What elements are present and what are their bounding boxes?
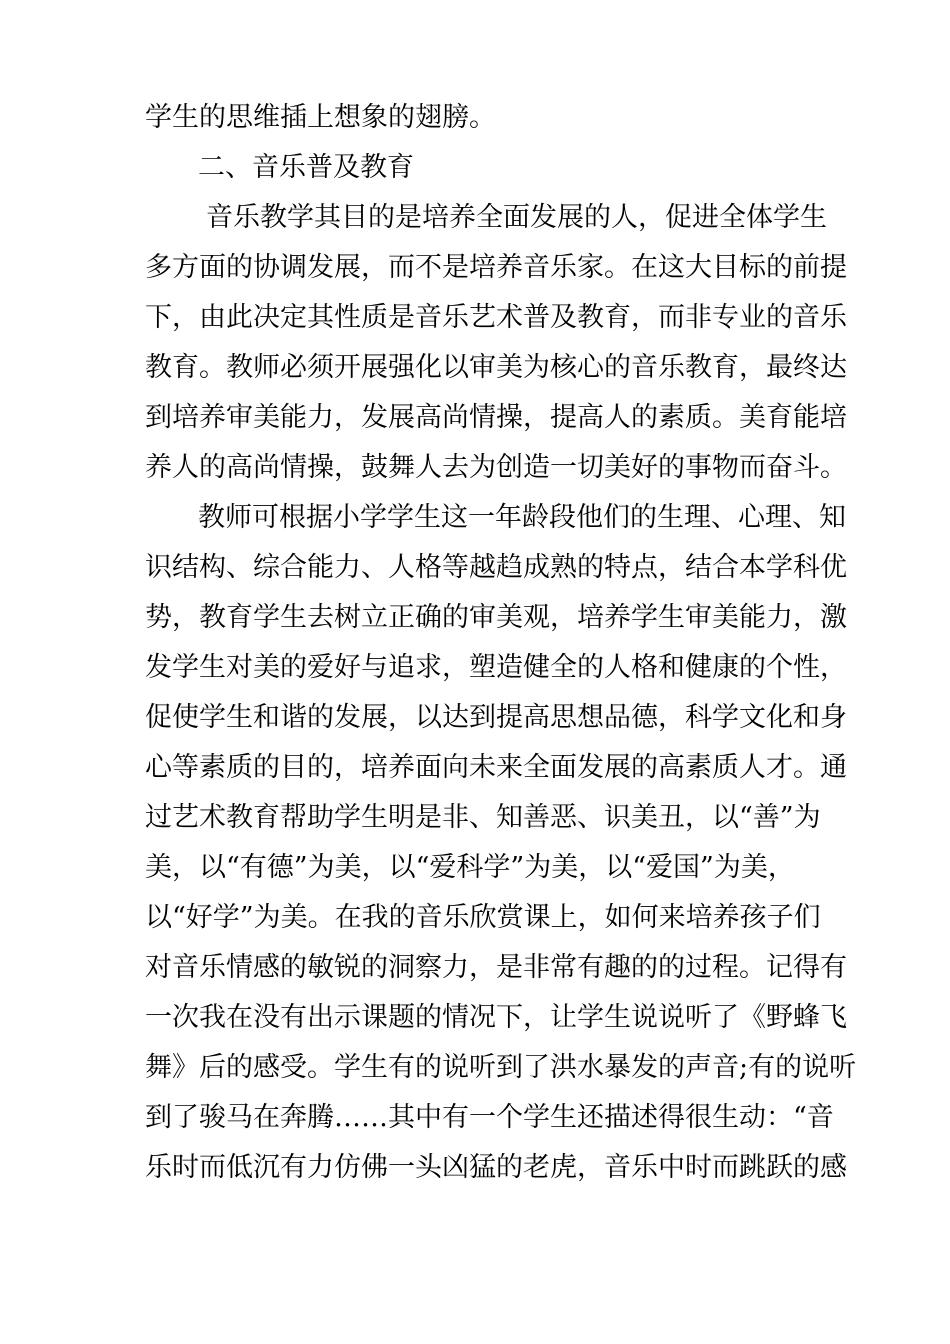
text-line: 到了骏马在奔腾……其中有一个学生还描述得很生动：“音	[145, 1102, 834, 1133]
text-line: 势，教育学生去树立正确的审美观，培养学生审美能力，激	[145, 602, 847, 633]
text-line: 心等素质的目的，培养面向未来全面发展的高素质人才。通	[145, 752, 847, 783]
text-line: 音乐教学其目的是培养全面发展的人，促进全体学生	[206, 202, 827, 233]
text-line: 发学生对美的爱好与追求，塑造健全的人格和健康的个性，	[145, 652, 847, 683]
text-line: 乐时而低沉有力仿佛一头凶猛的老虎，音乐中时而跳跃的感	[145, 1152, 847, 1183]
section-heading: 二、音乐普及教育	[198, 152, 414, 183]
text-line: 对音乐情感的敏锐的洞察力，是非常有趣的的过程。记得有	[145, 952, 847, 983]
text-line: 教育。教师必须开展强化以审美为核心的音乐教育，最终达	[145, 352, 847, 383]
text-line: 美，以“有德”为美，以“爱科学”为美，以“爱国”为美，	[145, 852, 795, 883]
text-line: 识结构、综合能力、人格等越趋成熟的特点，结合本学科优	[145, 552, 847, 583]
text-line: 过艺术教育帮助学生明是非、知善恶、识美丑，以“善”为	[145, 802, 821, 833]
text-line: 到培养审美能力，发展高尚情操，提高人的素质。美育能培	[145, 402, 847, 433]
text-line: 学生的思维插上想象的翅膀。	[145, 102, 496, 133]
text-line: 养人的高尚情操，鼓舞人去为创造一切美好的事物而奋斗。	[145, 452, 847, 483]
text-line: 促使学生和谐的发展，以达到提高思想品德，科学文化和身	[145, 702, 847, 733]
text-line: 以“好学”为美。在我的音乐欣赏课上，如何来培养孩子们	[145, 902, 821, 933]
text-line: 下，由此决定其性质是音乐艺术普及教育，而非专业的音乐	[145, 302, 847, 333]
text-line: 多方面的协调发展，而不是培养音乐家。在这大目标的前提	[145, 252, 847, 283]
text-line: 一次我在没有出示课题的情况下，让学生说说听了《野蜂飞	[145, 1002, 847, 1033]
text-line: 教师可根据小学学生这一年龄段他们的生理、心理、知	[198, 502, 846, 533]
text-line: 舞》后的感受。学生有的说听到了洪水暴发的声音;有的说听	[145, 1052, 857, 1083]
